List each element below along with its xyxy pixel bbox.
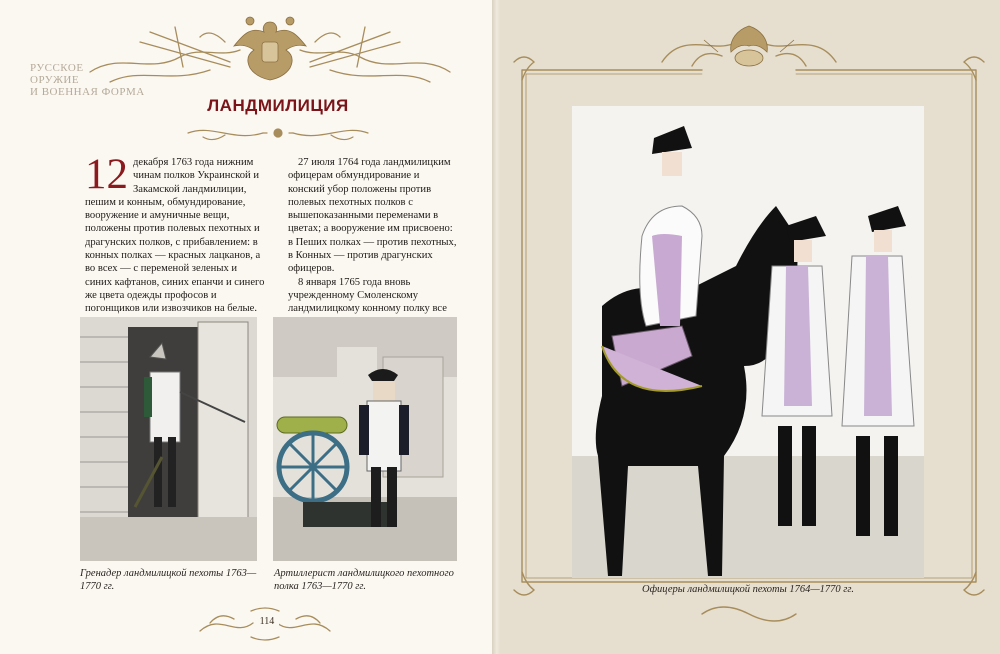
drop-cap: 12 — [85, 151, 128, 198]
col2-paragraph-2: 8 января 1765 года вновь учрежденному Смоленскому ландмилицкому конному полку все — [288, 276, 447, 315]
page-number: 114 — [255, 614, 279, 630]
eagle-trophy-ornament — [80, 12, 460, 90]
col1-paragraph: декабря 1763 года нижним чинам полков Украинской и Закамской ландмилиции, пешим и конным, обмундирование, вооружение и амуничные вещи, положены против полевых пехотных и драгунских полков, с прибавлением: в конных полках — красных лацканов, а во всех — с переменой зеленых и синих кафтанов, синих епанчи и синего же цвета одежды профосов и погонщиков или извозчиков на белые. — [85, 157, 265, 315]
running-head-line-3: И ВОЕННАЯ ФОРМА — [30, 86, 145, 98]
chapter-title: ЛАНДМИЛИЦИЯ — [207, 96, 349, 115]
running-head-line-2: ОРУЖИЕ — [30, 74, 80, 86]
plate-caption: Офицеры ландмилицкой пехоты 1764—1770 гг. — [642, 584, 854, 595]
left-page — [0, 0, 492, 654]
running-head-line-1: РУССКОЕ — [30, 62, 84, 74]
title-flourish-ornament — [183, 122, 373, 144]
grenadier-illustration — [80, 317, 257, 561]
artilleryman-caption: Артиллерист ландмилицкого пехотного полка 1763—1770 гг. — [274, 568, 454, 592]
book-gutter — [492, 0, 500, 654]
artilleryman-illustration — [273, 317, 457, 561]
col2-paragraph-1: 27 июля 1764 года ландмилицким офицерам обмундирование и конский убор положены против полевых пехотных полков с вышепоказанными переменами в цветах; а вооружение им присвоено: в Пеших полках — против пехотных, в Конных — против драгунских офицеров. — [288, 157, 457, 275]
officers-plate — [572, 106, 924, 578]
grenadier-caption: Гренадер ландмилицкой пехоты 1763—1770 гг. — [80, 568, 257, 592]
text-column-1 — [85, 151, 265, 316]
